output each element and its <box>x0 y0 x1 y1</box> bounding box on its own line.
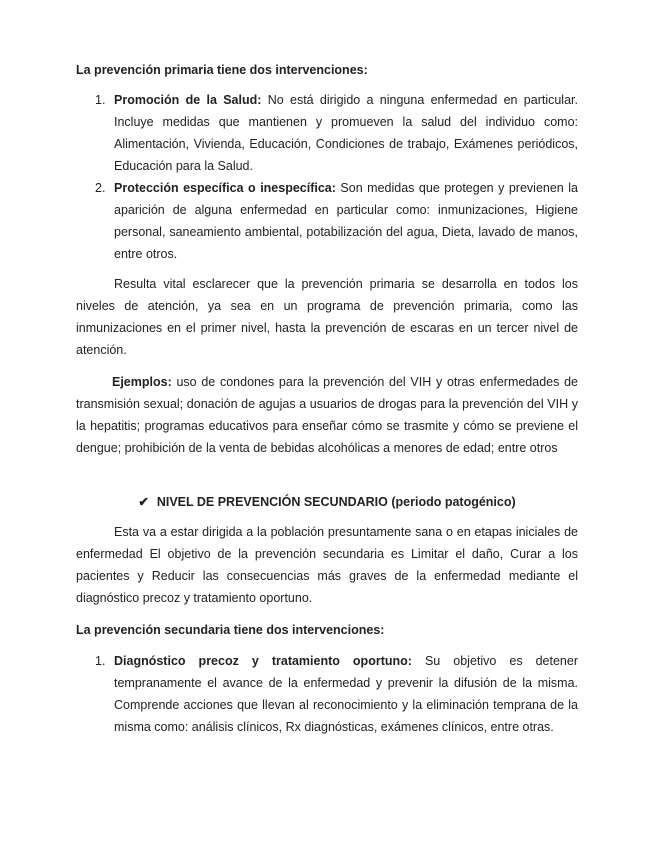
list-number: 1. <box>95 93 106 107</box>
item-title: Diagnóstico precoz y tratamiento oportuno: <box>114 654 412 668</box>
primary-heading: La prevención primaria tiene dos intervenciones: <box>76 63 368 77</box>
examples-label: Ejemplos: <box>112 375 172 389</box>
item-text: Son medidas que protegen y previenen la aparición de alguna enfermedad en particular como: inmunizaciones, Higiene personal, saneamiento ambiental, potabilización del agua, Dieta, lavado de manos, entre otros. <box>114 181 578 261</box>
list-number: 1. <box>95 654 106 668</box>
primary-paragraph: Resulta vital esclarecer que la prevención primaria se desarrolla en todos los niveles de atención, ya sea en un programa de prevención primaria, como las inmunizaciones en el primer nivel, hasta la prevención de escaras en un tercer nivel de atención. <box>76 277 578 357</box>
primary-interventions-list <box>76 89 578 265</box>
examples-text: uso de condones para la prevención del VIH y otras enfermedades de transmisión sexual; donación de agujas a usuarios de drogas para la prevención del VIH y la hepatitis; programas educativos para enseñar cómo se trasmite y cómo se previene el dengue; prohibición de la venta de bebidas alcohólicas a menores de edad; entre otros <box>76 375 578 455</box>
item-title: Protección específica o inespecífica: <box>114 181 336 195</box>
item-title: Promoción de la Salud: <box>114 93 262 107</box>
item-text: Su objetivo es detener tempranamente el avance de la enfermedad y prevenir la difusión de la misma. Comprende acciones que llevan al reconocimiento y la eliminación temprana de la misma como: análisis clínicos, Rx diagnósticas, exámenes clínicos, entre otras. <box>114 654 578 734</box>
secondary-heading: La prevención secundaria tiene dos intervenciones: <box>76 623 385 637</box>
examples-paragraph <box>76 371 578 459</box>
item-text: No está dirigido a ninguna enfermedad en particular. Incluye medidas que mantienen y promueven la salud del individuo como: Alimentación, Vivienda, Educación, Condiciones de trabajo, Exámenes periódicos, Educación para la Salud. <box>114 93 578 173</box>
checkmark-icon: ✔ <box>138 495 149 509</box>
secondary-level-title <box>76 494 578 510</box>
secondary-interventions-list <box>76 650 578 738</box>
list-item <box>76 89 578 177</box>
list-item <box>76 650 578 738</box>
secondary-paragraph: Esta va a estar dirigida a la población presuntamente sana o en etapas iniciales de enfermedad El objetivo de la prevención secundaria es Limitar el daño, Curar a los pacientes y Reducir las consecuencias más graves de la enfermedad mediante el diagnóstico precoz y tratamiento oportuno. <box>76 525 578 605</box>
list-item <box>76 177 578 265</box>
list-number: 2. <box>95 181 106 195</box>
secondary-title-text: NIVEL DE PREVENCIÓN SECUNDARIO (periodo patogénico) <box>156 495 516 509</box>
